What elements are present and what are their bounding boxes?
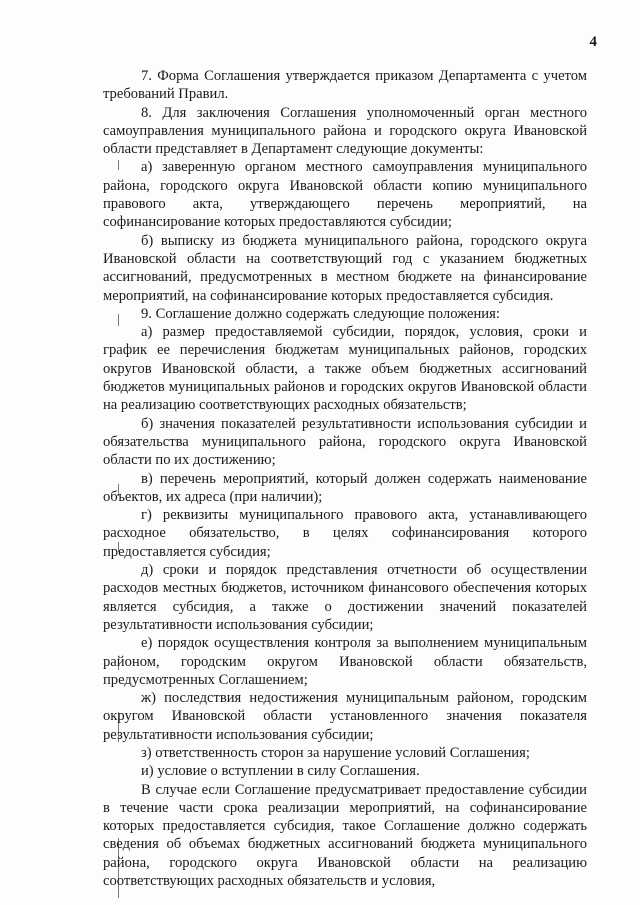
paragraph-9z: з) ответственность сторон за нарушение условий Соглашения; xyxy=(141,744,530,761)
paragraph-9a: а) размер предоставляемой субсидии, порядок, условия, сроки и график ее перечисления бюджетам муниципальных районов, городских округов Ивановской области, а также объем бюджетных ассигнований бюджетов муниципальных районов и городских округов Ивановской области на реализацию соответствующих расходных обязательств; xyxy=(103,324,587,414)
paragraph-9i: и) условие о вступлении в силу Соглашения. xyxy=(141,763,420,780)
paragraph-9: 9. Соглашение должно содержать следующие положения: xyxy=(141,305,500,322)
paragraph-9v: в) перечень мероприятий, который должен содержать наименование объектов, их адреса (при наличии); xyxy=(103,470,587,505)
paragraph-8a: а) заверенную органом местного самоуправления муниципального района, городского округа Ивановской области копию муниципального правового акта, утверждающего перечень мероприятий, на софинансирование которых предоставляются субсидии; xyxy=(103,159,587,231)
paragraph-8: 8. Для заключения Соглашения уполномоченный орган местного самоуправления муниципального района и городского округа Ивановской области представляет в Департамент следующие документы: xyxy=(103,104,587,158)
paragraph-9zh: ж) последствия недостижения муниципальным районом, городским округом Ивановской области установленного значения показателя результативности использования субсидии; xyxy=(103,690,587,743)
paragraph-9d: д) сроки и порядок представления отчетности об осуществлении расходов местных бюджетов, источником финансового обеспечения которых является субсидия, а также о достижении значений показателей результативности использования субсидии; xyxy=(103,562,587,633)
paragraph-9b: б) значения показателей результативности использования субсидии и обязательства муниципального района, городского округа Ивановской области по их достижению; xyxy=(103,415,587,469)
page-number: 4 xyxy=(589,34,597,50)
paragraph-7: 7. Форма Соглашения утверждается приказом Департамента с учетом требований Правил. xyxy=(103,68,587,103)
paragraph-9e: е) порядок осуществления контроля за выполнением муниципальным районом, городским округом Ивановской области обязательств, предусмотренных Соглашением; xyxy=(103,635,587,688)
paragraph-closing: В случае если Соглашение предусматривает предоставление субсидии в течение части срока реализации мероприятий, на софинансирование которых предоставляется субсидия, такое Соглашение должно содержать сведения об объемах бюджетных ассигнований бюджета муниципального района, городского округа Ивановской области на реализацию соответствующих расходных обязательств и условия, xyxy=(103,781,587,890)
paragraph-8b: б) выписку из бюджета муниципального района, городского округа Ивановской области на соответствующий год с указанием бюджетных ассигнований, предусмотренных в местном бюджете на финансирование мероприятий, на софинансирование которых предоставляется субсидия. xyxy=(103,232,587,304)
paragraph-9g: г) реквизиты муниципального правового акта, устанавливающего расходное обязательство, в целях софинансирования которого предоставляется субсидия; xyxy=(103,507,587,560)
document-body xyxy=(103,67,587,890)
